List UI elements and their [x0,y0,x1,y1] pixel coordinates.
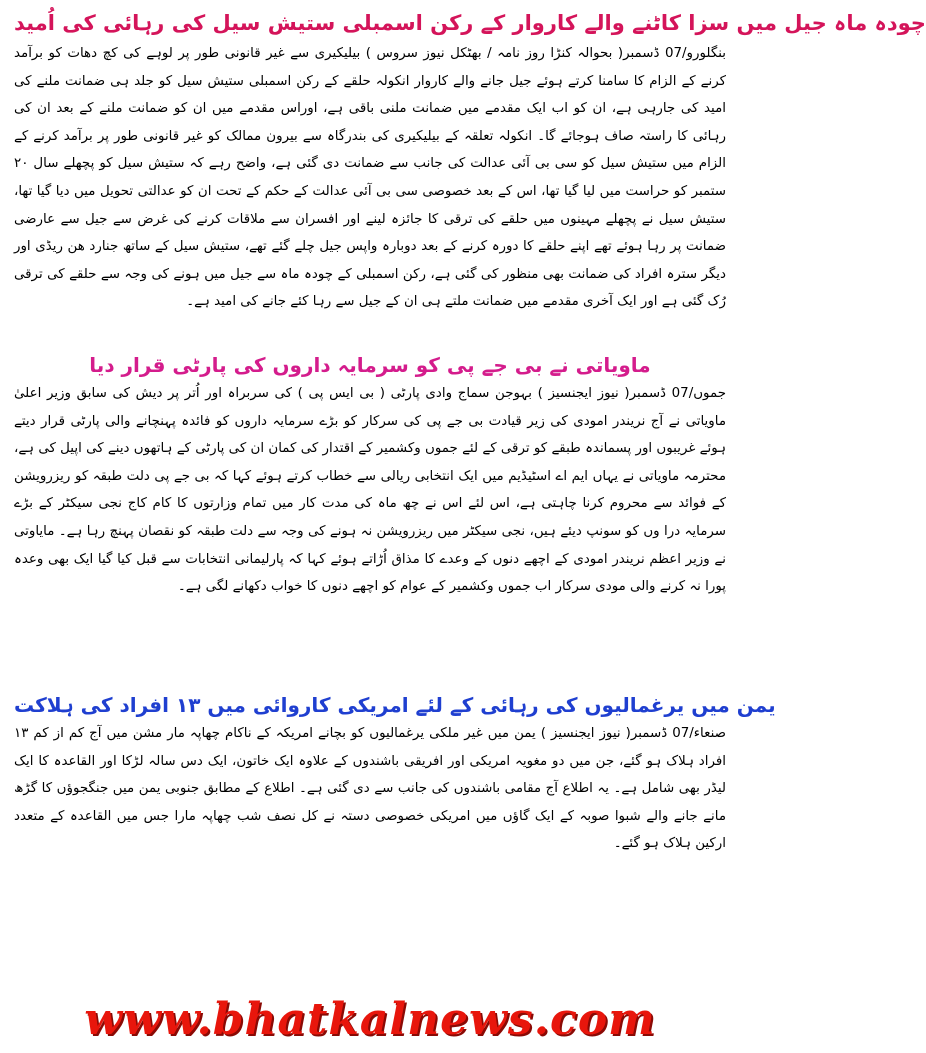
article-2-body: جموں/07 ڈسمبر( نیوز ایجنسیز ) بہوجن سماج وادی پارٹی ( بی ایس پی ) کی سربراہ اور اُتر پر دیش کی سابق وزیر اعلیٰ ماویاتی نے آج نریندر امودی کی زیر قیادت بی جے پی کی سرکار کو بڑے سرمایہ داروں کو فائدہ پہنچانے والی پارٹی قرار دیتے ہوئے غریبوں اور پسماندہ طبقے کو ترقی کے لئے جموں وکشمیر کے اقتدار کی کمان ان کی پارٹی کے ہاتھوں دینے کی اپیل کی ہے، محترمہ ماویاتی نے یہاں ایم اے اسٹیڈیم میں ایک انتخابی ریالی سے خطاب کرتے ہوئے کہا کہ بی جے پی دلت طبقہ کو ریزرویشن کے فوائد سے محروم کرنا چاہتی ہے، اس لئے اس نے چھ ماہ کی مدت کار میں تمام وزارتوں کا کام کاج نجی سیکٹر کے بڑے سرمایہ درا وں کو سونپ دیئے ہیں، نجی سیکٹر میں ریزرویشن نہ ہونے کی وجہ سے دلت طبقہ کو نقصان پہنچ رہا ہے۔ مایاوتی نے وزیر اعظم نریندر امودی کے اچھے دنوں کے وعدے کا مذاق اُڑاتے ہوئے کہا کہ پارلیمانی انتخابات سے قبل کیا گیا ایک بھی وعدہ پورا نہ کرنے والی مودی سرکار اب جموں وکشمیر کے عوام کو اچھے دنوں کا خواب دکھانے لگی ہے۔ [14,386,726,595]
website-watermark: www.bhatkalnews.com [84,994,656,1045]
article-3-body: صنعاء/07 ڈسمبر( نیوز ایجنسیز ) یمن میں غیر ملکی یرغمالیوں کو بچانے امریکہ کے ناکام چھاپہ مار مشن میں آج کم از کم ۱۳ افراد ہلاک ہو گئے، جن میں دو مغویہ امریکی اور افریقی باشندوں کے علاوہ ایک خاتون، ایک دس سالہ لڑکا اور القاعدہ کا ایک لیڈر بھی شامل ہے۔ یہ اطلاع آج مقامی باشندوں کی جانب سے دی گئی ہے۔ اطلاع کے مطابق جنوبی یمن میں جنگجوؤں کا گڑھ مانے جانے والے شبوا صوبہ کے ایک گاؤں میں امریکی خصوصی دستہ نے کل نصف شب چھاپہ مارا جس میں القاعدہ کے متعدد ارکین ہلاک ہو گئے۔ [14,726,726,852]
article-1-body: بنگلورو/07 ڈسمبر( بحوالہ کنڑا روز نامہ / بھٹکل نیوز سروس ) بیلیکیری سے غیر قانونی طور پر لوہے کی کچ دھات کو برآمد کرنے کے الزام کا سامنا کرتے ہوئے جیل جانے والے کاروار انکولہ حلقے کے رکن اسمبلی ستیش سیل کو جلد ہی ضمانت ملنے کی امید کی جارہی ہے، ان کو اب ایک مقدمے میں ضمانت ملنی باقی ہے، اوراس مقدمے میں ان کو ضمانت ملنے کے بعد ان کی رہائی کا راستہ صاف ہوجائے گا۔ انکولہ تعلقہ کے بیلیکیری کی بندرگاہ سے بیرون ممالک کو غیر قانونی طور پر برآمد کرنے کے الزام میں ستیش سیل کو سی بی آئی عدالت کی جانب سے ضمانت دی گئی ہے، واضح رہے کہ ستیش سیل کو پچھلے سال ۲۰ ستمبر کو حراست میں لیا گیا تھا، اس کے بعد خصوصی سی بی آئی عدالت کے حکم کے تحت ان کو عدالتی تحویل میں دیا گیا تھا، ستیش سیل نے پچھلے مہینوں میں حلقے کی ترقی کا جائزہ لینے اور افسران سے ملاقات کرنے کی غرض سے جیل سے عارضی ضمانت پر رہا ہوئے تھے اپنے حلقے کا دورہ کرنے کے بعد دوبارہ واپس جیل چلے گئے تھے، ستیش سیل کے ساتھ جنارد ھن ریڈی اور دیگر سترہ افراد کی ضمانت بھی منظور کی گئی ہے، رکن اسمبلی کے چودہ ماہ سے جیل میں ہونے کی وجہ سے حلقے کی ترقی رُک گئی ہے اور ایک آخری مقدمے میں ضمانت ملتے ہی ان کے جیل سے رہا کئے جانے کی امید ہے۔ [14,46,726,310]
article-3-headline: یمن میں یرغمالیوں کی رہائی کے لئے امریکی کاروائی میں ۱۳ افراد کی ہلاکت [14,693,776,717]
article-2-headline: ماویاتی نے بی جے پی کو سرمایہ داروں کی پارٹی قرار دیا [89,353,651,377]
article-1-headline: چودہ ماہ جیل میں سزا کاٹنے والے کاروار کے رکن اسمبلی ستیش سیل کی رہائی کی اُمید [14,11,926,35]
